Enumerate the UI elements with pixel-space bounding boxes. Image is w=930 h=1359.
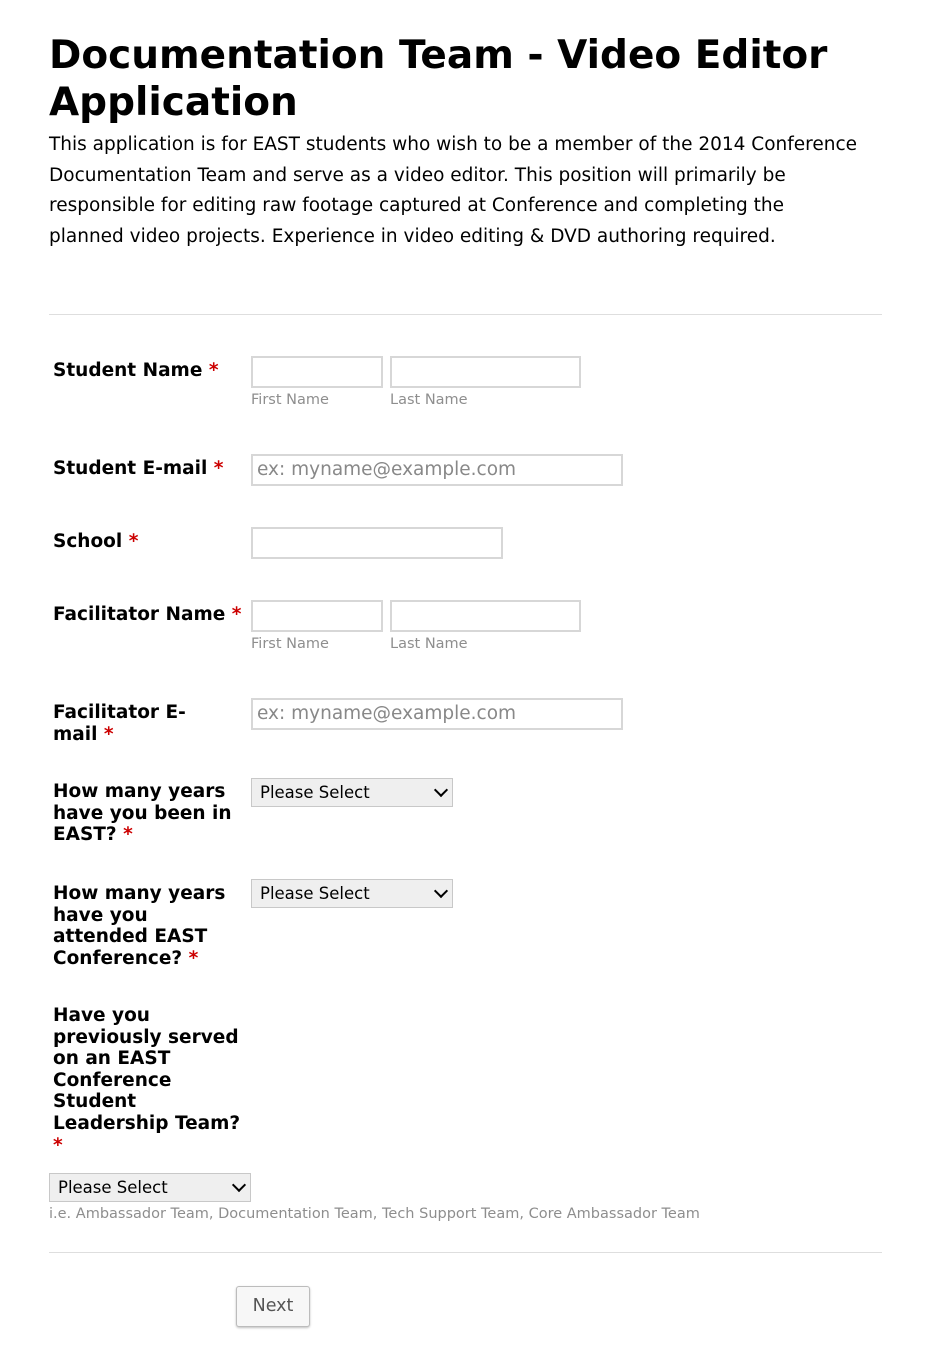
years-in-east-label: How many years have you been in EAST? * [53,781,232,846]
form-description: This application is for EAST students who wish to be a member of the 2014 Conference Documentation Team and serve as a video editor. This position will primarily be responsible for editing raw footage captured at Conference and completing the planned video projects. Experience in video editing & DVD authoring required. [49,134,858,247]
facilitator-first-name-sublabel: First Name [251,636,329,652]
chevron-down-icon [232,1178,246,1192]
facilitator-last-name-sublabel: Last Name [390,636,468,652]
required-marker: * [103,723,114,745]
leadership-team-label: Have you previously served on an EAST Conference Student Leadership Team? * [53,1005,241,1156]
required-marker: * [208,360,219,381]
student-name-label: Student Name * [53,360,219,381]
student-last-name-input[interactable] [390,356,581,388]
facilitator-email-label: Facilitator E-mail * [53,702,186,745]
form-title: Documentation Team - Video Editor Application [49,33,828,125]
student-email-label: Student E-mail * [53,458,224,479]
student-last-name-sublabel: Last Name [390,392,468,408]
required-marker: * [123,824,133,846]
required-marker: * [188,947,199,969]
chevron-down-icon [434,884,448,898]
student-first-name-input[interactable] [251,356,383,388]
facilitator-email-input[interactable]: ex: myname@example.com [251,698,623,730]
facilitator-last-name-input[interactable] [390,600,581,632]
required-marker: * [128,531,139,552]
bottom-divider [49,1252,882,1253]
leadership-team-select[interactable]: Please Select [49,1173,251,1202]
required-marker: * [53,1134,63,1156]
leadership-team-hint: i.e. Ambassador Team, Documentation Team, Tech Support Team, Core Ambassador Team [49,1206,700,1222]
school-label: School * [53,531,139,552]
school-input[interactable] [251,527,503,559]
required-marker: * [231,604,242,625]
student-email-input[interactable]: ex: myname@example.com [251,454,623,486]
chevron-down-icon [434,783,448,797]
facilitator-name-label: Facilitator Name * [53,604,242,625]
years-conference-select[interactable]: Please Select [251,879,453,908]
student-first-name-sublabel: First Name [251,392,329,408]
years-conference-label: How many years have you attended EAST Conference? * [53,883,226,969]
facilitator-first-name-input[interactable] [251,600,383,632]
top-divider [49,314,882,315]
years-in-east-select[interactable]: Please Select [251,778,453,807]
required-marker: * [213,458,224,479]
next-button[interactable]: Next [236,1286,310,1327]
